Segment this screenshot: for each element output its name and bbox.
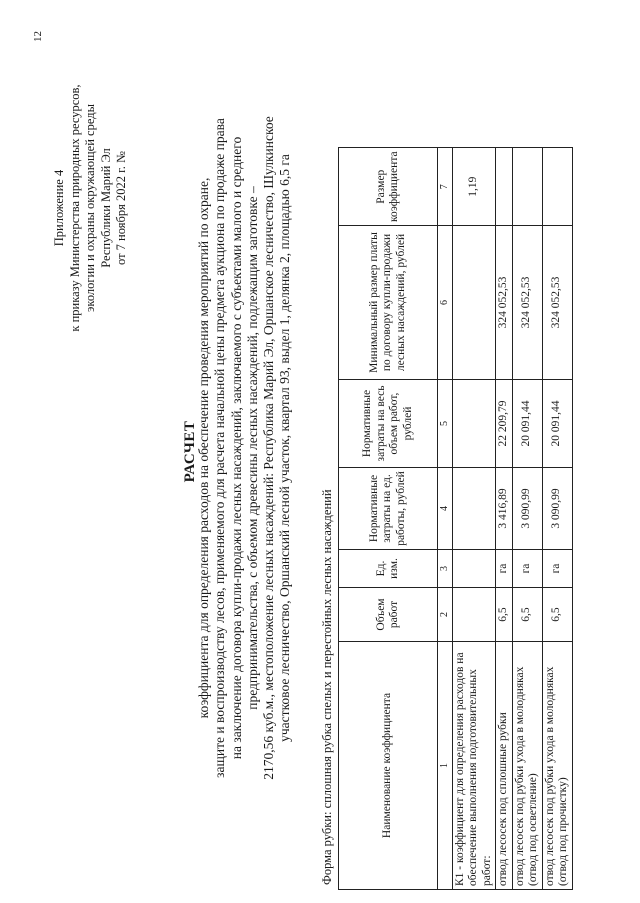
unit-cost-cell [452,468,496,550]
min-payment-cell: 324 052,53 [512,226,542,380]
table-row [542,148,572,890]
intro-line: 2170,56 куб.м., местоположение лесных насаждений: Республика Марий Эл, Оршанское лесничество, Шулкинское [261,116,277,780]
coefficient-value-cell [542,148,572,226]
intro-line: предпринимательства, с объемом древесины лесных насаждений, подлежащим заготовке – [244,186,260,710]
header-cell: Наименование коэффициента [339,642,438,890]
column-number: 4 [438,468,453,550]
column-number: 3 [438,550,453,588]
document-title: РАСЧЕТ [182,420,198,483]
total-cost-cell [452,380,496,468]
unit-cell: га [512,550,542,588]
intro-line: участковое лесничество, Оршанский лесной участок, квартал 93, выдел 1, делянка 2, площадью 6,5 га [277,154,293,742]
coefficient-value-cell [512,148,542,226]
unit-cost-cell: 3 416,89 [496,468,513,550]
intro-text [196,43,294,853]
column-number: 7 [438,148,453,226]
column-number-row [438,148,453,890]
min-payment-cell: 324 052,53 [496,226,513,380]
unit-cell: га [542,550,572,588]
intro-line: на заключение договора купли-продажи лесных насаждений, заключаемого с субъектами малого и среднего [228,136,244,760]
appendix-line: экологии и охраны окружающей среды [83,104,97,312]
header-cell: Минимальный размер платы по договору купли-продажи лесных насаждений, рублей [339,226,438,380]
table-row [512,148,542,890]
volume-cell [452,588,496,642]
total-cost-cell: 22 209,79 [496,380,513,468]
total-cost-cell: 20 091,44 [542,380,572,468]
column-number: 6 [438,226,453,380]
column-number: 5 [438,380,453,468]
unit-cost-cell: 3 090,99 [542,468,572,550]
header-cell: Нормативные затраты на весь объем работ, рублей [339,380,438,468]
appendix-block [52,58,130,358]
volume-cell: 6,5 [542,588,572,642]
coefficient-value-cell [496,148,513,226]
column-number: 2 [438,588,453,642]
coefficient-name: К1 - коэффициент для определения расходов на обеспечение выполнения подготовительных работ: [452,642,496,890]
form-of-cutting: Форма рубки: сплошная рубка спелых и перестойных лесных насаждений [320,489,334,885]
coefficient-name: отвод лесосек под рубки ухода в молодняках (отвод под осветление) [512,642,542,890]
total-cost-cell: 20 091,44 [512,380,542,468]
min-payment-cell: 324 052,53 [542,226,572,380]
appendix-line: Республики Марий Эл [98,148,113,268]
unit-cost-cell: 3 090,99 [512,468,542,550]
page-number: 12 [32,31,44,42]
intro-line: коэффициента для определения расходов на обеспечение проведения мероприятий по охране, [196,177,211,719]
table-header-row [339,148,438,890]
coefficient-table [338,147,573,890]
header-cell: Нормативные затраты на ед. работы, рублей [339,468,438,550]
volume-cell: 6,5 [496,588,513,642]
header-cell: Размер коэффициента [339,148,438,226]
coefficient-name: отвод лесосек под рубки ухода в молодняках (отвод под прочистку) [542,642,572,890]
appendix-line: Приложение 4 [52,169,66,247]
min-payment-cell [452,226,496,380]
column-number: 1 [438,642,453,890]
appendix-line: от 7 ноября 2022 г. № [114,151,128,266]
appendix-line: к приказу Министерства природных ресурсов, [67,84,82,332]
unit-cell [452,550,496,588]
table-row [496,148,513,890]
table-row [452,148,496,890]
unit-cell: га [496,550,513,588]
header-cell: Ед. изм. [339,550,438,588]
intro-line: защите и воспроизводству лесов, применяемого для расчета начальной цены предмета аукциона по продаже права [212,118,228,778]
volume-cell: 6,5 [512,588,542,642]
coefficient-value-cell: 1,19 [452,148,496,226]
header-cell: Объем работ [339,588,438,642]
coefficient-name: отвод лесосек под сплошные рубки [496,642,513,890]
